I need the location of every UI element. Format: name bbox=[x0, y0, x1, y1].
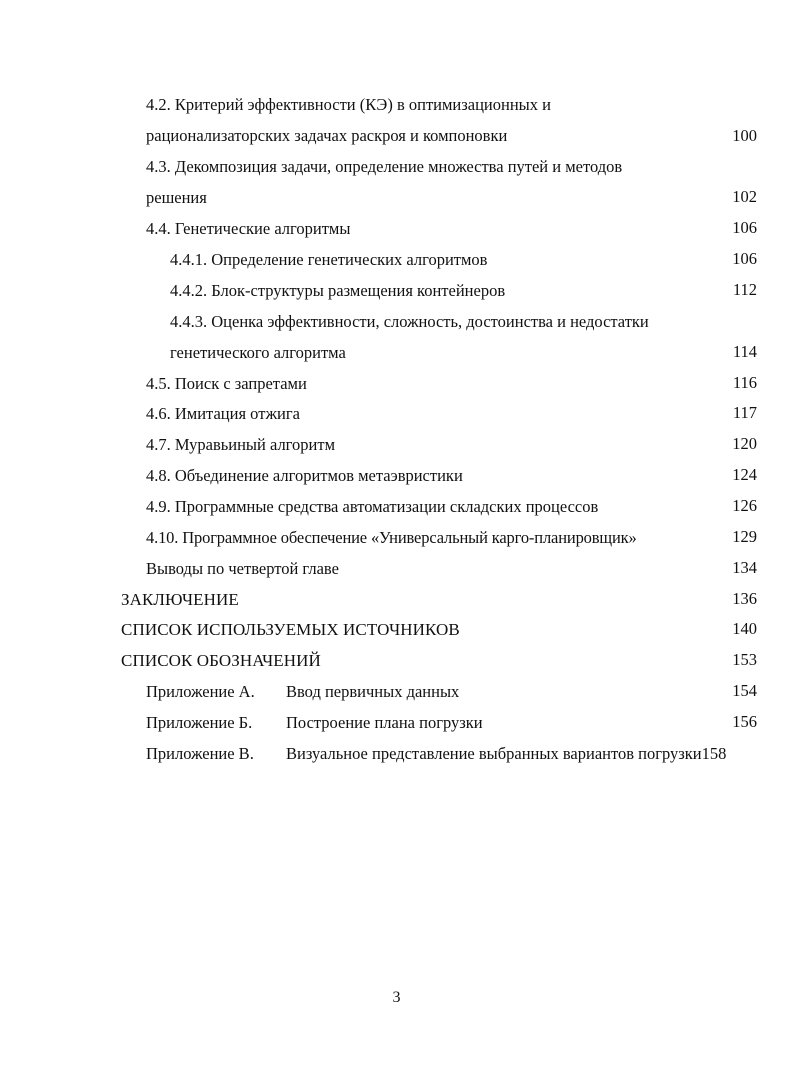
toc-entry-4-2-line1: 4.2. Критерий эффективности (КЭ) в оптимизационных и bbox=[146, 95, 551, 114]
appendix-b-title: Построение плана погрузки bbox=[286, 713, 483, 732]
toc-entry-4-10: 4.10. Программное обеспечение «Универсальный карго-планировщик» bbox=[146, 528, 637, 547]
appendix-v-label: Приложение В. bbox=[146, 744, 254, 763]
toc-page-number: 136 bbox=[732, 589, 757, 608]
toc-page-number: 154 bbox=[732, 681, 757, 700]
appendix-v-row bbox=[286, 744, 793, 766]
toc-page-number: 106 bbox=[732, 249, 757, 268]
toc-page-number: 102 bbox=[732, 187, 757, 206]
toc-page-number: 126 bbox=[732, 496, 757, 515]
toc-entry-4-2-line2: рационализаторских задачах раскроя и компоновки bbox=[146, 126, 508, 145]
toc-page-number: 156 bbox=[732, 712, 757, 731]
toc-entry-4-4-2: 4.4.2. Блок-структуры размещения контейнеров bbox=[170, 281, 506, 300]
toc-page-number: 120 bbox=[732, 434, 757, 453]
toc-entry-4-6: 4.6. Имитация отжига bbox=[146, 404, 300, 423]
toc-page-number: 124 bbox=[732, 465, 757, 484]
toc-entry-4-4: 4.4. Генетические алгоритмы bbox=[146, 219, 351, 238]
toc-entry-chapter4-conclusions: Выводы по четвертой главе bbox=[146, 559, 339, 578]
toc-entry-4-4-3-line1: 4.4.3. Оценка эффективности, сложность, достоинства и недостатки bbox=[170, 312, 649, 331]
toc-entry-4-5: 4.5. Поиск с запретами bbox=[146, 374, 307, 393]
toc-page-number: 100 bbox=[732, 126, 757, 145]
toc-entry-4-8: 4.8. Объединение алгоритмов метаэвристики bbox=[146, 466, 463, 485]
toc-entry-4-7: 4.7. Муравьиный алгоритм bbox=[146, 435, 336, 454]
toc-page-number: 129 bbox=[732, 527, 757, 546]
appendix-a-title: Ввод первичных данных bbox=[286, 682, 460, 701]
toc-page-number: 117 bbox=[732, 403, 757, 422]
toc-page-number: 114 bbox=[732, 342, 757, 361]
toc-entry-4-3-line2: решения bbox=[146, 188, 207, 207]
toc-entry-4-4-3-line2: генетического алгоритма bbox=[170, 343, 346, 362]
toc-page-number: 112 bbox=[732, 280, 757, 299]
toc-page-number: 158 bbox=[701, 744, 727, 763]
toc-entry-sources: СПИСОК ИСПОЛЬЗУЕМЫХ ИСТОЧНИКОВ bbox=[121, 620, 460, 639]
toc-entry-4-9: 4.9. Программные средства автоматизации складских процессов bbox=[146, 497, 599, 516]
toc-page-number: 106 bbox=[732, 218, 757, 237]
toc-entry-notation: СПИСОК ОБОЗНАЧЕНИЙ bbox=[121, 651, 321, 670]
toc-entry-conclusion: ЗАКЛЮЧЕНИЕ bbox=[121, 590, 239, 609]
toc-entry-4-3-line1: 4.3. Декомпозиция задачи, определение множества путей и методов bbox=[146, 157, 623, 176]
toc-page-number: 153 bbox=[732, 650, 757, 669]
appendix-b-label: Приложение Б. bbox=[146, 713, 253, 732]
toc-entry-4-4-1: 4.4.1. Определение генетических алгоритмов bbox=[170, 250, 488, 269]
toc-page-number: 134 bbox=[732, 558, 757, 577]
appendix-v-title: Визуальное представление выбранных вариантов погрузки bbox=[286, 744, 702, 763]
toc-page-number: 140 bbox=[732, 619, 757, 638]
page-number: 3 bbox=[392, 989, 401, 1006]
appendix-a-label: Приложение А. bbox=[146, 682, 255, 701]
toc-page-number: 116 bbox=[732, 373, 757, 392]
